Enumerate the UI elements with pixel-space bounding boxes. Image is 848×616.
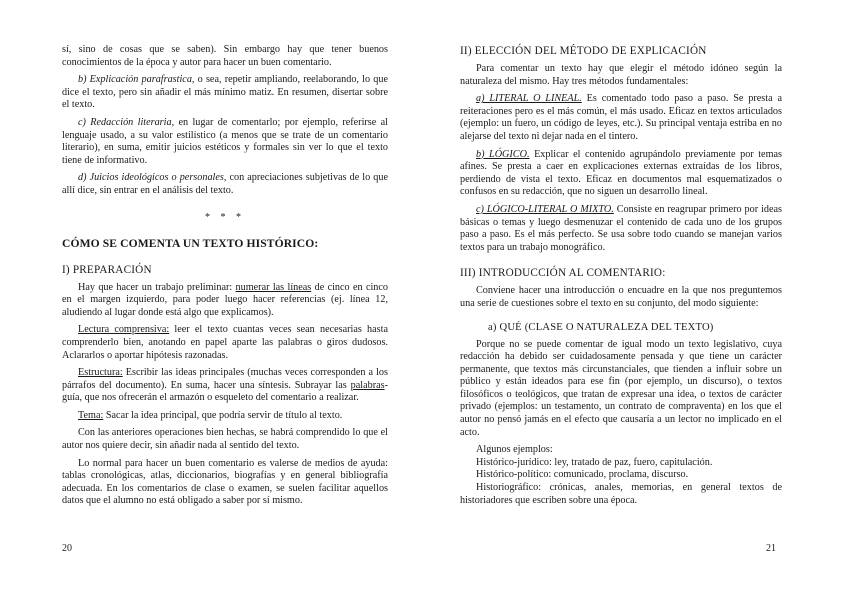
- paragraph-literary: [62, 117, 388, 167]
- label-literal: a) LITERAL O LINEAL.: [476, 93, 582, 105]
- text-prep-b: de cinco en cinco en el margen izquierdo, para poder luego hacer referencias (ej. línea 12, aludiendo al lugar donde está algo que explicamos).: [62, 281, 388, 318]
- paragraph-conviene: Conviene hacer una introducción o encuadre en la que nos preguntemos una serie de cuestiones sobre el texto en su conjunto, del modo siguiente:: [460, 285, 782, 309]
- paragraph-ideological: [62, 172, 388, 197]
- label-paraphrase: b) Explicación parafrastica: [78, 74, 192, 86]
- text-prep-a: Hay que hacer un trabajo preliminar:: [78, 281, 236, 293]
- paragraph-examples-label: Algunos ejemplos:: [476, 444, 553, 456]
- example-juridical: Histórico-jurídico: ley, tratado de paz, fuero, capitulación.: [476, 456, 713, 468]
- text-paraphrase: , o sea, repetir ampliando, reelaborando, lo que dice el texto, pero sin añadir el más mínimo matiz. En resumen, disertar sobre el texto.: [62, 74, 388, 111]
- underlined-words: palabras: [350, 379, 385, 391]
- subheading-what: a) QUÉ (CLASE O NATURALEZA DEL TEXTO): [488, 321, 714, 333]
- text-structure-a: Escribir las ideas principales (muchas veces corresponden a los párrafos del documento). En suma, hacer una síntesis. Subrayar las: [62, 367, 388, 391]
- paragraph-structure: [62, 367, 388, 405]
- text-literary: , en lugar de comentarlo; por ejemplo, referirse al lenguaje usado, a su valor estilístico (a menos que se trate de un comentario literario), en suma, emitir juicios estéticos y formales sin ver lo que el texto tiene de informativo.: [62, 116, 388, 166]
- right-page: [460, 44, 782, 507]
- label-logical: b) LÓGICO.: [476, 148, 530, 160]
- paragraph-operations: Con las anteriores operaciones bien hechas, se habrá comprendido lo que el autor nos quiere decir, sin añadir nada al sentido del texto.: [62, 427, 388, 452]
- underlined-number-lines: numerar las líneas: [235, 281, 312, 293]
- example-political: Histórico-político: comunicado, proclama, discurso.: [476, 469, 689, 481]
- section-heading-preparation: I) PREPARACIÓN: [62, 263, 152, 276]
- page-number-left: 20: [62, 543, 72, 554]
- paragraph-method-intro: Para comentar un texto hay que elegir el método idóneo según la naturaleza del mismo. Hay tres métodos fundamentales:: [460, 63, 782, 87]
- example-historiographic: Historiográfico: crónicas, anales, memorias, en general textos de historiadores que escriben sobre una época.: [460, 482, 782, 506]
- left-page: [62, 44, 388, 508]
- paragraph-theme: [62, 410, 388, 423]
- label-structure: Estructura:: [78, 367, 123, 379]
- label-literary: c) Redacción literaria: [78, 116, 172, 128]
- paragraph-literal: [460, 93, 782, 143]
- text-logical: Explicar el contenido agrupándolo previamente por temas afines. Se presta a caer en explicaciones externas extraídas de los libros, perdiendo de vista el texto. Eficaz en documentos mal esquematizados o confusos en su redacción, que no siguen un desarrollo lineal.: [460, 148, 782, 198]
- page-number-right: 21: [766, 543, 776, 554]
- paragraph-mixed: [460, 204, 782, 254]
- paragraph-logical: [460, 149, 782, 199]
- section-heading-method: II) ELECCIÓN DEL MÉTODO DE EXPLICACIÓN: [460, 45, 707, 57]
- paragraph-paraphrase: [62, 74, 388, 112]
- paragraph-resources: Lo normal para hacer un buen comentario es valerse de medios de ayuda: tablas cronológicas, atlas, diccionarios, biografías y en general bibliografía adecuada. En los comentarios de clase o examen, se suelen facilitar aquellos datos que el alumno no está obligado a saber por sí mismo.: [62, 457, 388, 507]
- paragraph-reading: [62, 324, 388, 362]
- section-heading-introduction: III) INTRODUCCIÓN AL COMENTARIO:: [460, 267, 666, 280]
- text-literal: Es comentado todo paso a paso. Se presta a reiteraciones pero es el más común, el más usado. Eficaz en textos articulados (ejemplo: un fuero, un código de leyes, etc.). Su principal ventaja estriba en no alejarse del texto ni dejar nada en el tintero.: [460, 93, 782, 142]
- paragraph-because: Porque no se puede comentar de igual modo un texto legislativo, cuya redacción ha debido ser cuidadosamente pensada y que tiene un carácter permanente, que textos más circunstanciales, que tienden a influir sobre un público y están ideados para ese fin (por ejemplo, un discurso), o textos filosóficos o teológicos, que tratan de expresar una idea, o textos de carácter privado (ejemplos: un testamento, un contrato de compraventa) en los que el autor no pensó jamás en el efecto que causaría a un lector no implicado en el acto.: [460, 338, 782, 438]
- label-theme: Tema:: [78, 409, 104, 421]
- label-ideological: d) Juicios ideológicos o personales: [78, 172, 224, 184]
- paragraph-continuation: sí, sino de cosas que se saben). Sin embargo hay que tener buenos conocimientos de la época y autor para hacer un buen comentario.: [62, 44, 388, 68]
- label-reading: Lectura comprensiva:: [78, 324, 170, 336]
- main-heading: CÓMO SE COMENTA UN TEXTO HISTÓRICO:: [62, 236, 319, 250]
- text-ideological: , con apreciaciones subjetivas de lo que allí dice, sin entrar en el análisis del texto.: [62, 172, 388, 196]
- text-structure-b: -guía, que nos ofrecerán el armazón o esqueleto del comentario a realizar.: [62, 379, 388, 404]
- text-reading: leer el texto cuantas veces sean necesarias hasta comprenderlo bien, anotando en papel aparte las palabras o giros dudosos. Aclararlos o aportar hipótesis razonadas.: [62, 324, 388, 361]
- section-separator: * * *: [205, 211, 245, 223]
- paragraph-preliminary: [62, 282, 388, 320]
- label-mixed: c) LÓGICO-LITERAL O MIXTO.: [476, 203, 614, 215]
- text-theme: Sacar la idea principal, que podría servir de título al texto.: [103, 409, 343, 421]
- text-mixed: Consiste en reagrupar primero por ideas básicas o temas y luego desmenuzar el contenido de cada uno de los grupos paso a paso. Es el más perfecto. Se usa sobre todo cuando se manejan varios textos para un trabajo monográfico.: [460, 203, 783, 253]
